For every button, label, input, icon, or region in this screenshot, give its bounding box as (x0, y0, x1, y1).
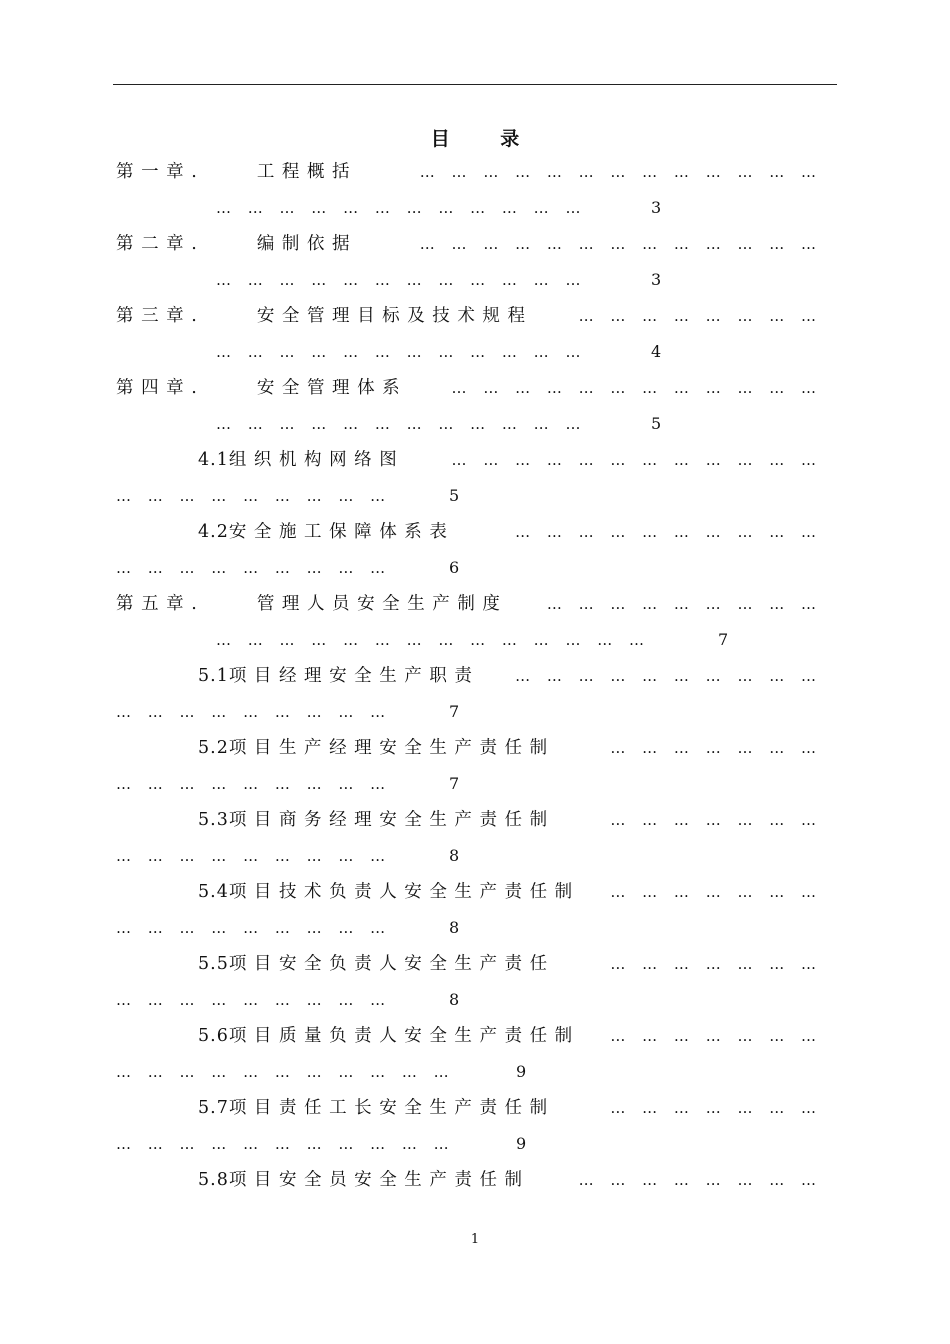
toc-entry-label: 第 二 章 . 编 制 依 据 (116, 234, 351, 254)
toc-entry-label: 5.1项 目 经 理 安 全 生 产 职 责 (198, 666, 473, 686)
toc-entry-label: 第 四 章 . 安 全 管 理 体 系 (116, 378, 401, 398)
toc-entry-page: 8 (449, 918, 460, 937)
toc-leader-dots: … … … … … … … … … … … … (216, 343, 587, 361)
toc-entry-page: 9 (516, 1062, 527, 1081)
toc-leader-dots: … … … … … … … … … … … … (451, 451, 822, 469)
toc-leader-dots: … … … … … … … … (578, 1171, 822, 1189)
toc-leader-dots: … … … … … … … … … (116, 991, 392, 1009)
toc-leader-dots: … … … … … … … … … … … … (216, 415, 587, 433)
toc-leader-dots: … … … … … … … … … … … … (216, 199, 587, 217)
toc-entry-page: 5 (449, 486, 460, 505)
toc-leader-dots: … … … … … … … (610, 1027, 822, 1045)
toc-entry-page: 7 (449, 702, 460, 721)
toc-leader-dots: … … … … … … … … … … … … … (419, 163, 822, 181)
toc-leader-dots: … … … … … … … … … … … … … (419, 235, 822, 253)
toc-entry-label: 4.1组 织 机 构 网 络 图 (198, 450, 398, 470)
toc-entry-label: 5.2项 目 生 产 经 理 安 全 生 产 责 任 制 (198, 738, 549, 758)
toc-leader-dots: … … … … … … … (610, 811, 822, 829)
toc-entry-page: 7 (449, 774, 460, 793)
toc-entry-page: 5 (651, 414, 662, 433)
toc-leader-dots: … … … … … … … … … (116, 703, 392, 721)
toc-entry-label: 第 三 章 . 安 全 管 理 目 标 及 技 术 规 程 (116, 306, 526, 326)
toc-leader-dots: … … … … … … … … … (116, 847, 392, 865)
toc-leader-dots: … … … … … … … … … … … … (451, 379, 822, 397)
toc-entry-label: 5.8项 目 安 全 员 安 全 生 产 责 任 制 (198, 1170, 524, 1190)
toc-leader-dots: … … … … … … … … … … … (116, 1063, 455, 1081)
toc-leader-dots: … … … … … … … (610, 883, 822, 901)
toc-leader-dots: … … … … … … … … … … (515, 667, 822, 685)
toc-leader-dots: … … … … … … … … … … (515, 523, 822, 541)
toc-leader-dots: … … … … … … … … … … … (116, 1135, 455, 1153)
toc-leader-dots: … … … … … … … (610, 955, 822, 973)
toc-entry-page: 7 (718, 630, 729, 649)
toc-entry-page: 6 (449, 558, 460, 577)
toc-entry-label: 5.7项 目 责 任 工 长 安 全 生 产 责 任 制 (198, 1098, 549, 1118)
toc-entry-page: 3 (651, 198, 662, 217)
toc-leader-dots: … … … … … … … … … … … … … … (216, 631, 650, 649)
toc-entry-page: 3 (651, 270, 662, 289)
toc-entry-page: 9 (516, 1134, 527, 1153)
toc-entry-label: 5.3项 目 商 务 经 理 安 全 生 产 责 任 制 (198, 810, 549, 830)
toc-entry-label: 第 五 章 . 管 理 人 员 安 全 生 产 制 度 (116, 594, 501, 614)
toc-entry-label: 第 一 章 . 工 程 概 括 (116, 162, 351, 182)
toc-leader-dots: … … … … … … … … … (546, 595, 822, 613)
toc-entry-page: 8 (449, 990, 460, 1009)
footer-page-number: 1 (470, 1232, 480, 1247)
toc-leader-dots: … … … … … … … (610, 739, 822, 757)
toc-entry-label: 5.5项 目 安 全 负 责 人 安 全 生 产 责 任 (198, 954, 549, 974)
toc-leader-dots: … … … … … … … … (578, 307, 822, 325)
toc-leader-dots: … … … … … … … … … (116, 487, 392, 505)
toc-leader-dots: … … … … … … … … … … … … (216, 271, 587, 289)
toc-leader-dots: … … … … … … … … … (116, 919, 392, 937)
toc-leader-dots: … … … … … … … … … (116, 775, 392, 793)
header-rule (113, 84, 837, 85)
toc-entry-label: 5.6项 目 质 量 负 责 人 安 全 生 产 责 任 制 (198, 1026, 574, 1046)
toc-leader-dots: … … … … … … … (610, 1099, 822, 1117)
toc-entry-page: 8 (449, 846, 460, 865)
toc-entry-page: 4 (651, 342, 662, 361)
toc-title: 目 录 (430, 128, 542, 150)
toc-entry-label: 4.2安 全 施 工 保 障 体 系 表 (198, 522, 448, 542)
toc-entry-label: 5.4项 目 技 术 负 责 人 安 全 生 产 责 任 制 (198, 882, 574, 902)
toc-leader-dots: … … … … … … … … … (116, 559, 392, 577)
